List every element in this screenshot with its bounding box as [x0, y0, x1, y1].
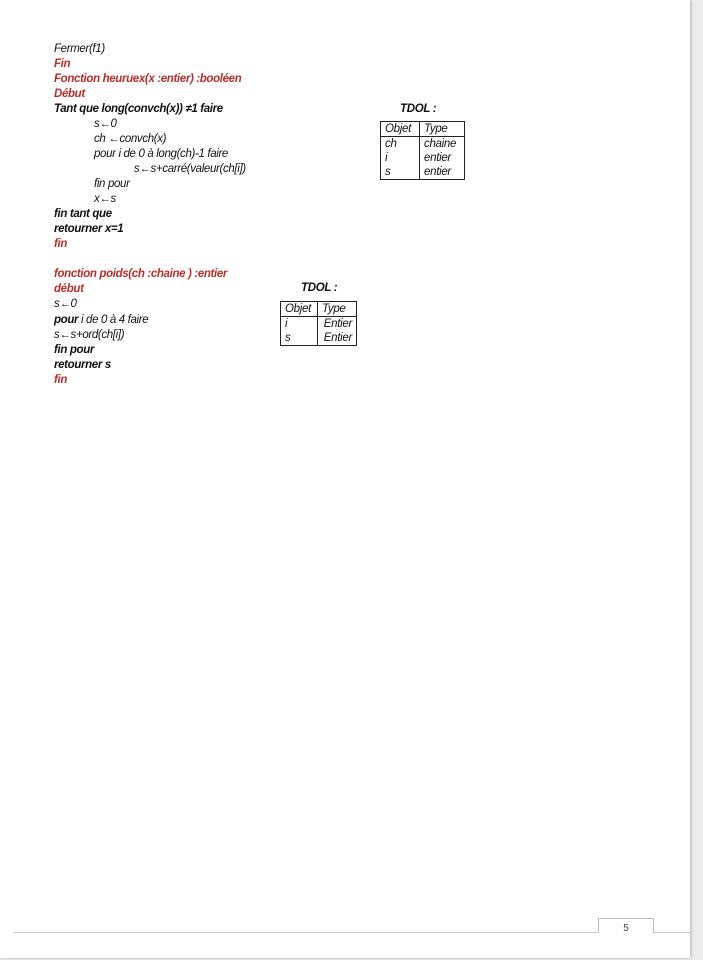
table-header: Objet — [281, 302, 318, 317]
table-cell: i — [381, 151, 420, 165]
function-header: fonction poids(ch :chaine ) :entier — [54, 268, 228, 280]
table-cell: s — [381, 165, 420, 180]
code-line: s←s+carré(valeur(ch[i]) — [134, 163, 246, 175]
code-keyword-line: début — [54, 283, 84, 295]
table-header: Type — [318, 302, 357, 317]
table-cell: s — [281, 331, 318, 346]
code-line: pour i de 0 à 4 faire — [54, 314, 149, 326]
table-header: Objet — [381, 122, 420, 137]
tdol-table — [380, 121, 465, 180]
code-keyword-line: fin — [54, 374, 67, 386]
table-header: Type — [420, 122, 465, 137]
table-cell: i — [281, 317, 318, 332]
code-line: fin pour — [54, 344, 94, 356]
code-line: s←0 — [54, 298, 77, 310]
code-keyword-line: fin — [54, 238, 67, 250]
tdol-title: TDOL : — [400, 103, 437, 115]
tdol-title: TDOL : — [301, 282, 338, 294]
code-keyword-line: Début — [54, 88, 85, 100]
code-line: retourner x=1 — [54, 223, 124, 235]
code-line: retourner s — [54, 359, 111, 371]
table-cell: ch — [381, 137, 420, 152]
code-line: s←s+ord(ch[i]) — [54, 329, 125, 341]
table-row — [281, 317, 357, 332]
footer-divider — [14, 932, 690, 933]
code-line: ch ←convch(x) — [94, 133, 167, 145]
code-line: x←s — [94, 193, 116, 205]
code-line: Fermer(f1) — [54, 43, 105, 55]
code-line: fin pour — [94, 178, 130, 190]
table-row — [381, 165, 465, 180]
code-line: s←0 — [94, 118, 117, 130]
function-header: Fonction heuruex(x :entier) :booléen — [54, 73, 242, 85]
table-row — [381, 151, 465, 165]
table-cell: entier — [420, 165, 465, 180]
table-cell: chaine — [420, 137, 465, 152]
code-line: pour i de 0 à long(ch)-1 faire — [94, 148, 228, 160]
table-cell: Entier — [318, 331, 357, 346]
table-row — [381, 137, 465, 152]
table-row — [281, 331, 357, 346]
page-number: 5 — [623, 923, 629, 934]
code-keyword-line: Fin — [54, 58, 71, 70]
code-line: Tant que long(convch(x)) ≠1 faire — [54, 103, 223, 115]
code-line: fin tant que — [54, 208, 112, 220]
table-cell: Entier — [318, 317, 357, 332]
tdol-table — [280, 301, 357, 346]
table-cell: entier — [420, 151, 465, 165]
